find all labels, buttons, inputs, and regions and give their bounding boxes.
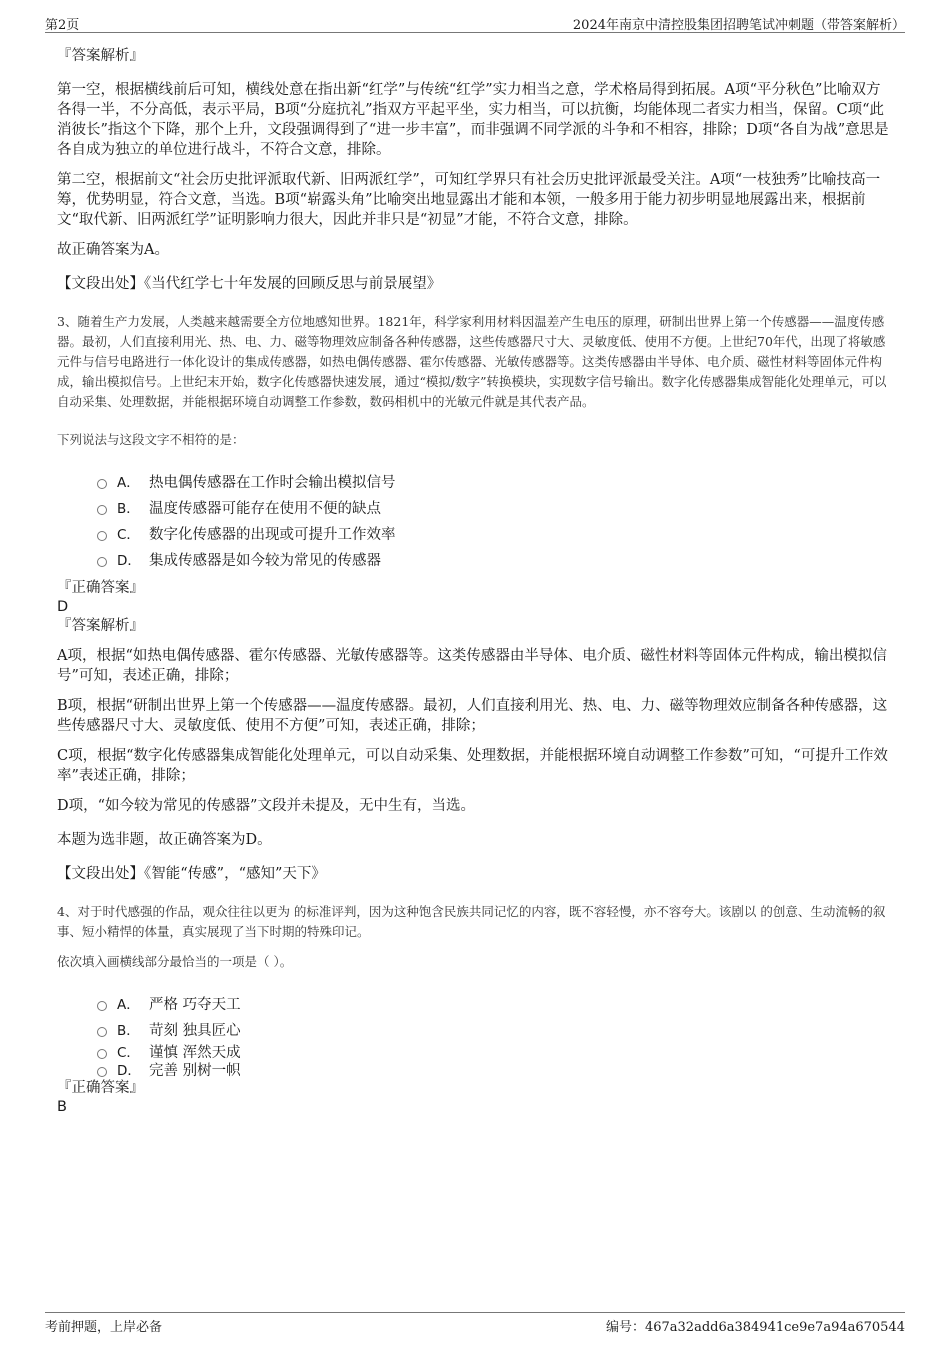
- q3-option-d[interactable]: D． 集成传感器是如今较为常见的传感器: [97, 546, 893, 572]
- q2-conclusion: 故正确答案为A。: [57, 242, 169, 258]
- q4-option-c[interactable]: C． 谨慎 浑然天成: [97, 1042, 893, 1060]
- q4-answer: B: [57, 1099, 67, 1115]
- radio-button-icon[interactable]: [97, 557, 107, 567]
- page-number: 第2页: [45, 17, 80, 33]
- q4-options: [57, 990, 893, 1078]
- radio-button-icon[interactable]: [97, 1067, 107, 1077]
- radio-button-icon[interactable]: [97, 531, 107, 541]
- q4-option-d[interactable]: D． 完善 别树一帜: [97, 1060, 893, 1078]
- q2-analysis-para-1: 第一空，根据横线前后可知，横线处意在指出新“红学”与传统“红学”实力相当之意，学术格局得到拓展。A项“平分秋色”比喻双方各得一半，不分高低，表示平局，B项“分庭抗礼”指双方平起平坐，实力相当，可以抗衡，均能体现二者实力相当，保留。C项“此消彼长”指这个下降，那个上升，文段强调得到了“进一步丰富”，而非强调不同学派的斗争和不相容，排除；D项“各自为战”意思是各自成为独立的单位进行战斗，不符合文意，排除。: [57, 82, 889, 158]
- q4-question: 依次填入画横线部分最恰当的一项是（ ）。: [57, 954, 293, 969]
- radio-button-icon[interactable]: [97, 1001, 107, 1011]
- q3-analysis-b: B项，根据“研制出世界上第一个传感器——温度传感器。最初，人们直接利用光、热、电、力、磁等物理效应制备各种传感器，这些传感器尺寸大、灵敏度低、使用不方便”可知，表述正确，排除；: [57, 698, 888, 734]
- q3-options: [57, 468, 893, 572]
- page-footer: [45, 1312, 905, 1335]
- q4-answer-label: 『正确答案』: [57, 1080, 144, 1096]
- footer-slogan: 考前押题，上岸必备: [45, 1319, 163, 1335]
- q2-analysis-para-2: 第二空，根据前文“社会历史批评派取代新、旧两派红学”，可知红学界只有社会历史批评派最受关注。A项“一枝独秀”比喻技高一筹，优势明显，符合文意，当选。B项“崭露头角”比喻突出地显露出才能和本领，一般多用于能力初步明显地展露出来，根据前文“取代新、旧两派红学”证明影响力很大，因此并非只是“初显”才能，不符合文意，排除。: [57, 172, 881, 228]
- q3-answer-label: 『正确答案』: [57, 580, 144, 596]
- page-header: [45, 14, 905, 33]
- q3-answer: D: [57, 599, 69, 615]
- q3-source: 【文段出处】《智能“传感”，“感知”天下》: [57, 866, 326, 882]
- document-id: 编号：467a32add6a384941ce9e7a94a670544: [605, 1319, 905, 1335]
- q2-analysis-label: 『答案解析』: [57, 48, 144, 64]
- radio-button-icon[interactable]: [97, 479, 107, 489]
- q3-analysis-a: A项，根据“如热电偶传感器、霍尔传感器、光敏传感器等。这类传感器由半导体、电介质、磁性材料等固体元件构成，输出模拟信号”可知，表述正确，排除；: [57, 648, 887, 684]
- radio-button-icon[interactable]: [97, 1027, 107, 1037]
- q4-passage: 4、对于时代感强的作品，观众往往以更为 的标准评判，因为这种饱含民族共同记忆的内容，既不容轻慢，亦不容夸大。该剧以 的创意、生动流畅的叙事、短小精悍的体量，真实展现了当下时期的特殊印记。: [57, 904, 886, 939]
- q3-option-c[interactable]: C． 数字化传感器的出现或可提升工作效率: [97, 520, 893, 546]
- q3-analysis-d: D项，“如今较为常见的传感器”文段并未提及，无中生有，当选。: [57, 798, 475, 814]
- q3-conclusion: 本题为选非题，故正确答案为D。: [57, 832, 272, 848]
- q3-question: 下列说法与这段文字不相符的是：: [57, 432, 245, 447]
- q3-passage: 3、随着生产力发展，人类越来越需要全方位地感知世界。1821年，科学家利用材料因温差产生电压的原理，研制出世界上第一个传感器——温度传感器。最初，人们直接利用光、热、电、力、磁等物理效应制备各种传感器，这些传感器尺寸大、灵敏度低、使用不方便。上世纪70年代，出现了将敏感元件与信号电路进行一体化设计的集成传感器，如热电偶传感器、霍尔传感器、光敏传感器等。这类传感器由半导体、电介质、磁性材料等固体元件构成，输出模拟信号。上世纪末开始，数字化传感器快速发展，通过“模拟/数字”转换模块，实现数字信号输出。数字化传感器集成智能化处理单元，可以自动采集、处理数据，并能根据环境自动调整工作参数，数码相机中的光敏元件就是其代表产品。: [57, 314, 887, 409]
- q3-option-a[interactable]: A． 热电偶传感器在工作时会输出模拟信号: [97, 468, 893, 494]
- q2-source: 【文段出处】《当代红学七十年发展的回顾反思与前景展望》: [57, 276, 442, 292]
- document-title: 2024年南京中清控股集团招聘笔试冲刺题（带答案解析）: [572, 17, 905, 33]
- q3-analysis-label: 『答案解析』: [57, 618, 144, 634]
- document-body: [57, 46, 893, 1116]
- radio-button-icon[interactable]: [97, 505, 107, 515]
- q4-option-a[interactable]: A． 严格 巧夺天工: [97, 990, 893, 1016]
- radio-button-icon[interactable]: [97, 1049, 107, 1059]
- q3-option-b[interactable]: B． 温度传感器可能存在使用不便的缺点: [97, 494, 893, 520]
- q4-option-b[interactable]: B． 苛刻 独具匠心: [97, 1016, 893, 1042]
- q3-analysis-c: C项，根据“数字化传感器集成智能化处理单元，可以自动采集、处理数据，并能根据环境自动调整工作参数”可知，“可提升工作效率”表述正确，排除；: [57, 748, 888, 784]
